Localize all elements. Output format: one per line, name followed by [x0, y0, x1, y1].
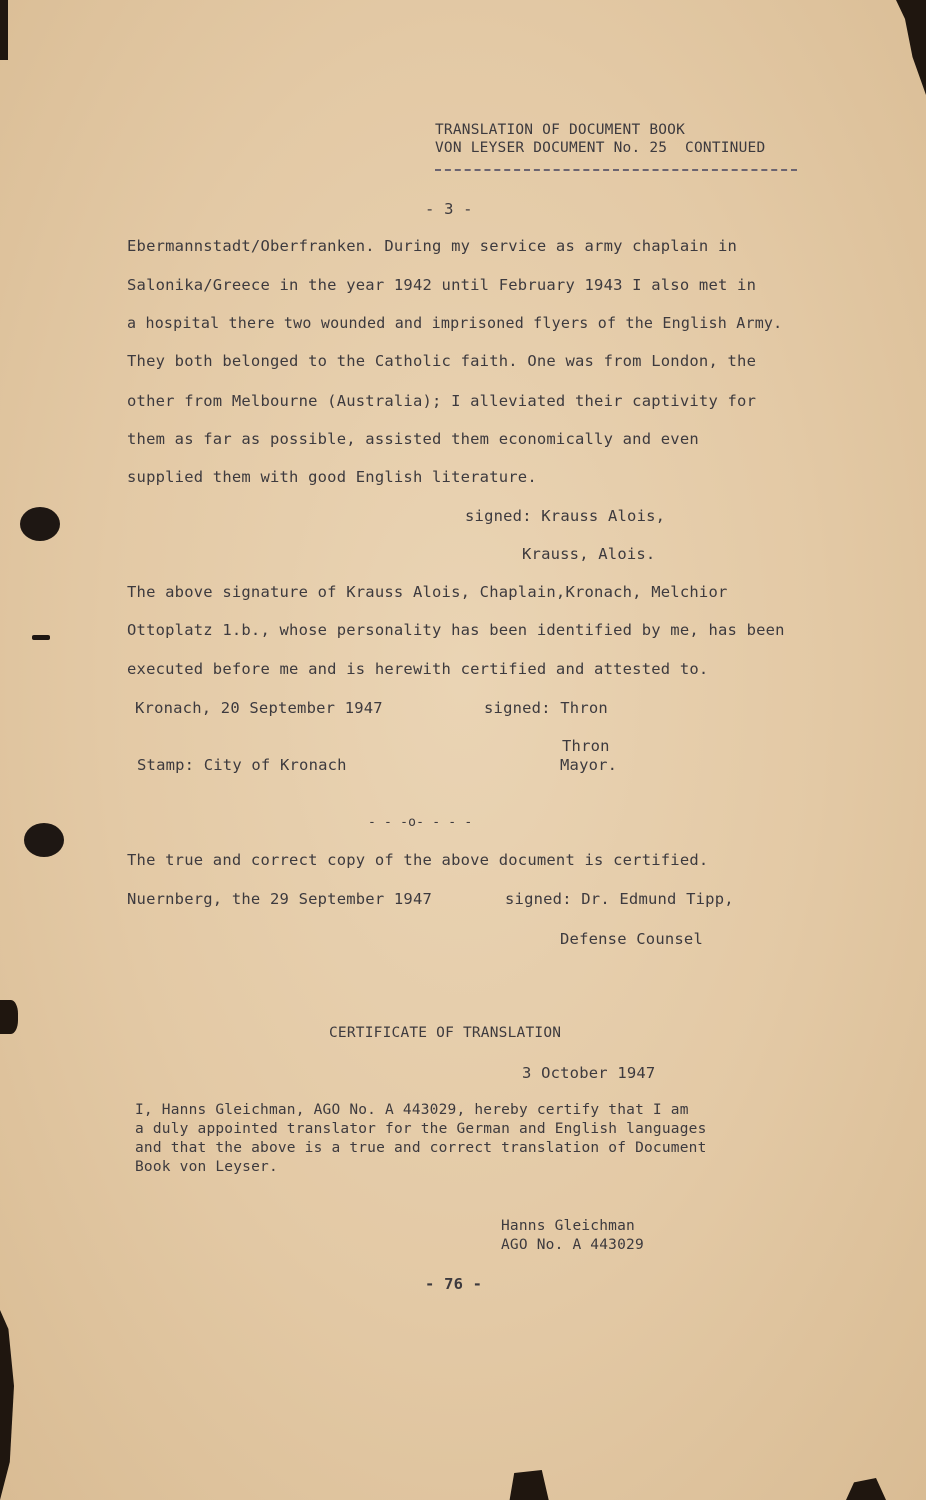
translator-name: Hanns Gleichman: [501, 1218, 635, 1234]
page-marker: - 3 -: [425, 200, 473, 218]
copy-statement: The true and correct copy of the above document is certified.: [127, 851, 709, 869]
copy-place-date: Nuernberg, the 29 September 1947: [127, 890, 433, 908]
paragraph-line-3: a hospital there two wounded and imprisoned flyers of the English Army.: [127, 314, 783, 332]
certificate-line-3: and that the above is a true and correct translation of Document: [135, 1140, 707, 1156]
place-date-kronach: Kronach, 20 September 1947: [135, 699, 383, 717]
paragraph-line-5: other from Melbourne (Australia); I alleviated their captivity for: [127, 392, 757, 410]
certificate-title: CERTIFICATE OF TRANSLATION: [329, 1025, 562, 1041]
punch-hole-upper: [20, 507, 60, 541]
paragraph-line-2: Salonika/Greece in the year 1942 until February 1943 I also met in: [127, 276, 757, 294]
signed-krauss: signed: Krauss Alois,: [465, 507, 666, 525]
torn-corner-top-right: [896, 0, 926, 95]
punch-mark-small: [32, 635, 50, 640]
paragraph-line-4: They both belonged to the Catholic faith. One was from London, the: [127, 352, 757, 370]
header-line-1: TRANSLATION OF DOCUMENT BOOK: [435, 122, 686, 138]
certificate-date: 3 October 1947: [522, 1064, 656, 1082]
mayor-title: Mayor.: [560, 756, 618, 774]
mayor-name: Thron: [562, 737, 610, 755]
torn-edge-left: [0, 1000, 18, 1034]
attestation-line-1: The above signature of Krauss Alois, Chaplain,Kronach, Melchior: [127, 583, 728, 601]
torn-edge-bottom-right: [846, 1478, 886, 1500]
name-krauss: Krauss, Alois.: [522, 545, 656, 563]
copy-role: Defense Counsel: [560, 930, 703, 948]
page-number: - 76 -: [425, 1275, 483, 1293]
paragraph-line-1: Ebermannstadt/Oberfranken. During my service as army chaplain in: [127, 237, 738, 255]
torn-edge-bottom: [505, 1470, 551, 1500]
torn-corner-top-left: [0, 0, 8, 60]
header-line-2: VON LEYSER DOCUMENT No. 25 CONTINUED: [435, 140, 766, 156]
punch-hole-lower: [24, 823, 64, 857]
torn-edge-bottom-left: [0, 1310, 14, 1500]
certificate-line-1: I, Hanns Gleichman, AGO No. A 443029, hereby certify that I am: [135, 1102, 689, 1118]
certificate-line-4: Book von Leyser.: [135, 1159, 278, 1175]
translator-ago: AGO No. A 443029: [501, 1237, 644, 1253]
copy-signed: signed: Dr. Edmund Tipp,: [505, 890, 734, 908]
header-underline: [435, 169, 797, 171]
paragraph-line-6: them as far as possible, assisted them economically and even: [127, 430, 699, 448]
paragraph-line-7: supplied them with good English literature.: [127, 468, 537, 486]
section-separator: - - -o- - - -: [368, 815, 473, 830]
stamp-line: Stamp: City of Kronach: [137, 756, 347, 774]
certificate-line-2: a duly appointed translator for the German and English languages: [135, 1121, 707, 1137]
signed-mayor: signed: Thron: [484, 699, 608, 717]
attestation-line-3: executed before me and is herewith certified and attested to.: [127, 660, 709, 678]
attestation-line-2: Ottoplatz 1.b., whose personality has been identified by me, has been: [127, 621, 785, 639]
